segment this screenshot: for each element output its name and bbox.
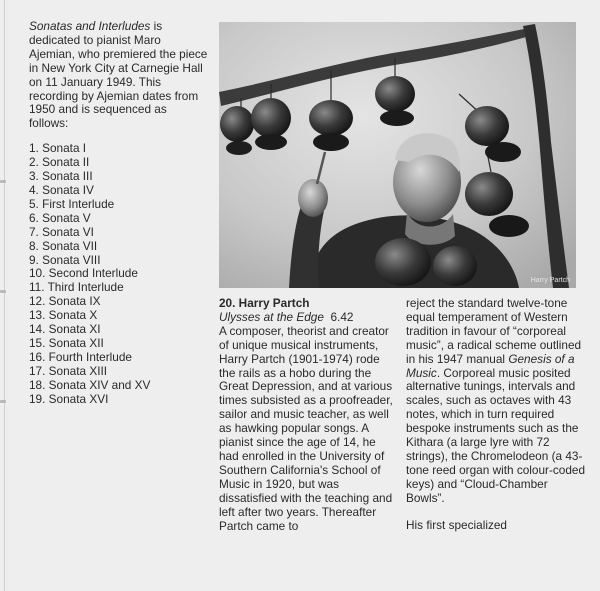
photo-credit: Harry Partch [530,277,570,284]
track-item: 18. Sonata XIV and XV [29,377,151,392]
track-item: 17. Sonata XIII [29,363,108,378]
spine-edge [4,0,5,591]
binder-mark [0,180,6,183]
left-column [29,20,209,406]
track-item: 19. Sonata XVI [29,391,109,406]
work-title: Sonatas and Interludes [29,19,151,33]
track-title: Ulysses at the Edge [219,309,324,324]
track-item: 4. Sonata IV [29,182,94,197]
track-item: 2. Sonata II [29,155,90,170]
track-item: 1. Sonata I [29,141,87,156]
middle-column [219,297,395,533]
track-item: 8. Sonata VII [29,238,98,253]
track-item: 10. Second Interlude [29,266,138,281]
binder-mark [0,290,6,293]
track-heading: 20. Harry Partch [219,296,310,310]
bio-text-b: . Corporeal music posited alternative tunings, intervals and scales, such as octaves with 43 notes, which in turn required bespoke instruments such as the Kithara (a large lyre with 72 strings), the Chromelodeon (a 43-tone reed organ with colour-coded keys) and “Cloud-Chamber Bowls”. [406,365,586,505]
track-item: 13. Sonata X [29,308,98,323]
track-list [29,142,209,406]
track-item: 11. Third Interlude [29,280,124,295]
track-subheading [219,311,395,325]
intro-paragraph [29,20,209,131]
intro-text: is dedicated to pianist Maro Ajemian, who premiered the piece in New York City at Carnegie Hall on 11 January 1949. This recording by Ajemian dates from 1950 and is sequenced as follows: [29,19,208,131]
track-item: 16. Fourth Interlude [29,349,132,364]
track-item: 14. Sonata XI [29,322,101,337]
track-item: 3. Sonata III [29,169,93,184]
track-item: 12. Sonata IX [29,294,101,309]
bio-paragraph-part1: A composer, theorist and creator of unique musical instruments, Harry Partch (1901-1974) rode the rails as a hobo during the Great Depression, and at various times subsisted as a proofreader, sailor and music teacher, as well as hawking popular songs. A pianist since the age of 14, he had enrolled in the University of Southern California's School of Music in 1920, but was dissatisfied with the teaching and left after two years. Thereafter Partch came to [219,323,393,533]
bio-text-a: reject the standard twelve-tone equal temperament of Western tradition in favour of “corporeal music”, a radical scheme outlined in his 1947 manual [406,296,582,366]
track-item: 15. Sonata XII [29,335,104,350]
track-item: 9. Sonata VIII [29,252,101,267]
bio-continuation: His first specialized [406,517,507,532]
binder-mark [0,400,6,403]
track-item: 5. First Interlude [29,196,115,211]
bio-paragraph-part2 [406,297,586,506]
track-item: 6. Sonata V [29,210,91,225]
partch-photo [219,22,576,288]
right-column [406,297,586,533]
track-item: 7. Sonata VI [29,224,94,239]
photo-illustration [219,22,576,288]
track-duration: 6.42 [330,309,354,324]
book-title: Genesis of a Music [406,351,575,380]
